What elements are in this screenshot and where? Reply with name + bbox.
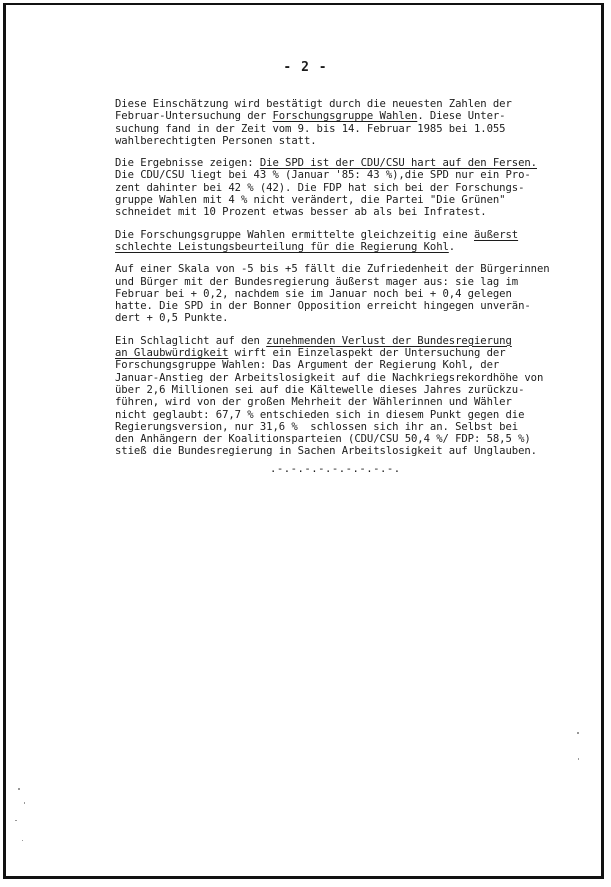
text-line [115, 409, 580, 421]
text-run: führen, wird von der großen Mehrheit der Wählerinnen und Wähler [115, 396, 512, 409]
text-line [115, 384, 580, 396]
paragraph [115, 229, 580, 254]
text-line [115, 123, 580, 135]
text-run: nicht geglaubt: 67,7 % entschieden sich in diesem Punkt gegen die [115, 408, 525, 421]
underlined-phrase: Forschungsgruppe Wahlen [272, 110, 418, 123]
text-line [115, 157, 580, 169]
text-run: stieß die Bundesregierung in Sachen Arbeitslosigkeit auf Unglauben. [115, 445, 537, 458]
text-run: Regierungsversion, nur 31,6 % schlossen sich ihr an. Selbst bei [115, 420, 519, 433]
text-line [115, 229, 580, 241]
paragraph [115, 98, 580, 147]
text-line [115, 433, 580, 445]
text-line [115, 396, 580, 408]
scan-speck [18, 788, 20, 790]
end-mark: .-.-.-.-.-.-.-.-.-. [270, 463, 401, 475]
underlined-phrase: Die SPD ist der CDU/CSU hart auf den Fersen. [259, 157, 537, 170]
text-line [115, 169, 580, 181]
text-run: gruppe Wahlen mit 4 % nicht verändert, die Partei "Die Grünen" [115, 194, 506, 207]
text-line [115, 206, 580, 218]
text-line [115, 182, 580, 194]
paragraph [115, 335, 580, 458]
paragraph [115, 157, 580, 218]
text-line [115, 312, 580, 324]
text-line [115, 347, 580, 359]
scan-speck [578, 758, 579, 760]
text-run: schneidet mit 10 Prozent etwas besser ab als bei Infratest. [115, 206, 487, 219]
text-run: über 2,6 Millionen sei auf die Kältewelle dieses Jahres zurückzu- [115, 383, 525, 396]
text-line [115, 421, 580, 433]
paragraph [115, 263, 580, 324]
paragraph-gap [115, 219, 580, 229]
text-run: Februar bei + 0,2, nachdem sie im Januar noch bei + 0,4 gelegen [115, 287, 512, 300]
underlined-phrase: an Glaubwürdigkeit [115, 347, 229, 360]
text-run: zent dahinter bei 42 % (42). Die FDP hat sich bei der Forschungs- [115, 181, 525, 194]
text-line [115, 110, 580, 122]
text-run: Februar-Untersuchung der [115, 110, 273, 123]
text-run: wahlberechtigten Personen statt. [115, 134, 317, 147]
text-run: Diese Einschätzung wird bestätigt durch die neuesten Zahlen der [115, 98, 512, 110]
scan-speck [15, 820, 17, 821]
text-line [115, 359, 580, 371]
text-line [115, 276, 580, 288]
text-line [115, 98, 580, 110]
text-run: suchung fand in der Zeit vom 9. bis 14. Februar 1985 bei 1.055 [115, 122, 506, 135]
text-line [115, 335, 580, 347]
scan-speck [577, 732, 579, 734]
text-line [115, 194, 580, 206]
text-run: . Diese Unter- [417, 110, 506, 123]
text-line [115, 135, 580, 147]
text-run: Die Ergebnisse zeigen: [115, 157, 260, 170]
text-line [115, 288, 580, 300]
scan-speck [22, 840, 23, 841]
text-run: Die CDU/CSU liegt bei 43 % (Januar '85: 43 %),die SPD nur ein Pro- [115, 169, 531, 182]
text-run: Januar-Anstieg der Arbeitslosigkeit auf die Nachkriegsrekordhöhe von [115, 371, 544, 384]
underlined-phrase: äußerst [474, 228, 519, 241]
text-run: und Bürger mit der Bundesregierung äußerst mager aus: sie lag im [115, 275, 519, 288]
text-run: Auf einer Skala von -5 bis +5 fällt die Zufriedenheit der Bürgerinnen [115, 263, 550, 276]
text-run: Die Forschungsgruppe Wahlen ermittelte gleichzeitig eine [115, 228, 474, 241]
scan-speck [24, 802, 25, 804]
text-run: . [448, 240, 456, 253]
text-run: hatte. Die SPD in der Bonner Opposition erreicht hingegen unverän- [115, 300, 531, 313]
text-run: dert + 0,5 Punkte. [115, 312, 229, 325]
underlined-phrase: zunehmenden Verlust der Bundesregierung [266, 334, 512, 347]
text-run: wirft ein Einzelaspekt der Untersuchung der [228, 347, 506, 360]
page-number: - 2 - [283, 60, 328, 75]
underlined-phrase: schlechte Leistungsbeurteilung für die Regierung Kohl [115, 240, 449, 253]
paragraph-gap [115, 147, 580, 157]
text-line [115, 372, 580, 384]
text-run: den Anhängern der Koalitionsparteien (CDU/CSU 50,4 %/ FDP: 58,5 %) [115, 433, 531, 446]
paragraph-gap [115, 253, 580, 263]
text-line [115, 300, 580, 312]
text-line [115, 445, 580, 457]
document-body [115, 98, 580, 458]
paragraph-gap [115, 325, 580, 335]
text-run: Ein Schlaglicht auf den [115, 334, 267, 347]
text-run: Forschungsgruppe Wahlen: Das Argument der Regierung Kohl, der [115, 359, 500, 372]
text-line [115, 241, 580, 253]
text-line [115, 263, 580, 275]
